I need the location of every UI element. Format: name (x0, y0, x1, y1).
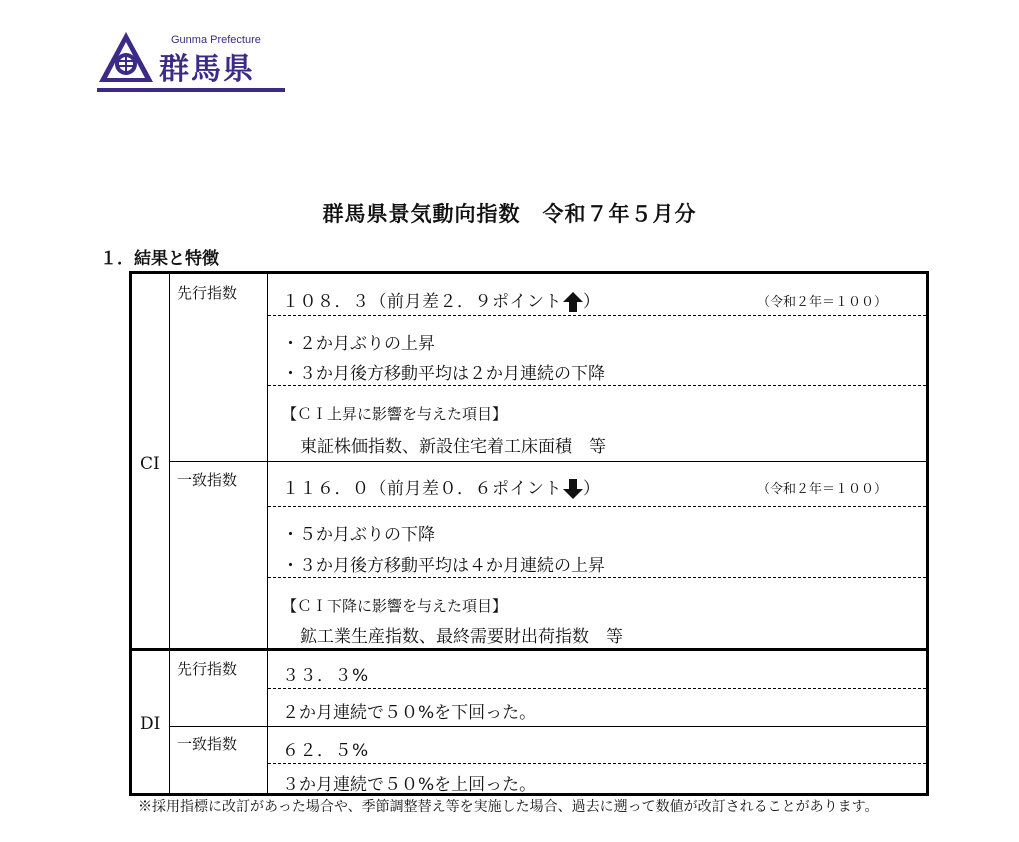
row-separator (268, 315, 926, 316)
row-separator (268, 385, 926, 386)
ci-leading-label: 先行指数 (177, 284, 238, 302)
row-separator (170, 461, 926, 462)
column-divider (267, 274, 268, 793)
ci-coincident-point-2: ・３か月後方移動平均は４か月連続の上昇 (282, 556, 605, 576)
ci-leading-value: １０８．３（前月差２．９ポイント ） (282, 292, 601, 312)
arrow-up-icon (563, 292, 583, 312)
section-separator (132, 648, 926, 651)
row-separator (268, 688, 926, 689)
section-heading: １．結果と特徴 (100, 249, 219, 269)
di-coincident-label: 一致指数 (177, 735, 238, 753)
di-label: DI (140, 714, 161, 734)
ci-coincident-label: 一致指数 (177, 471, 238, 489)
column-divider (169, 274, 170, 793)
di-coincident-comment: ３か月連続で５０%を上回った。 (282, 775, 537, 795)
logo-underline (97, 88, 285, 92)
ci-leading-point-1: ・２か月ぶりの上昇 (282, 334, 435, 354)
di-leading-label: 先行指数 (177, 660, 238, 678)
row-separator (268, 506, 926, 507)
gunma-prefecture-logo (97, 30, 287, 94)
footnote: ※採用指標に改訂があった場合や、季節調整替え等を実施した場合、過去に遡って数値が改訂されることがあります。 (138, 799, 879, 815)
prefecture-emblem-icon (97, 30, 155, 86)
results-table (129, 271, 929, 796)
row-separator (170, 726, 926, 727)
ci-coincident-point-1: ・５か月ぶりの下降 (282, 525, 435, 545)
di-coincident-value: ６２．５% (282, 741, 369, 761)
arrow-down-icon (563, 479, 583, 499)
di-leading-value: ３３．３% (282, 666, 369, 686)
ci-leading-factor-heading: 【ＣＩ上昇に影響を与えた項目】 (282, 405, 508, 423)
di-leading-comment: ２か月連続で５０%を下回った。 (282, 703, 537, 723)
ci-coincident-base: （令和２年＝１００） (757, 482, 888, 497)
ci-leading-factor-items: 東証株価指数、新設住宅着工床面積 等 (300, 437, 606, 457)
ci-leading-base: （令和２年＝１００） (757, 295, 888, 310)
ci-coincident-value: １１６．０（前月差０．６ポイント ） (282, 479, 601, 499)
row-separator (268, 577, 926, 578)
page-title: 群馬県景気動向指数 令和７年５月分 (322, 202, 697, 226)
ci-coincident-factor-items: 鉱工業生産指数、最終需要財出荷指数 等 (300, 627, 623, 647)
ci-label: CI (140, 454, 160, 474)
ci-leading-point-2: ・３か月後方移動平均は２か月連続の下降 (282, 364, 605, 384)
logo-english-text: Gunma Prefecture (171, 34, 261, 46)
ci-coincident-factor-heading: 【ＣＩ下降に影響を与えた項目】 (282, 597, 508, 615)
logo-japanese-text: 群馬県 (159, 52, 255, 87)
row-separator (268, 763, 926, 764)
